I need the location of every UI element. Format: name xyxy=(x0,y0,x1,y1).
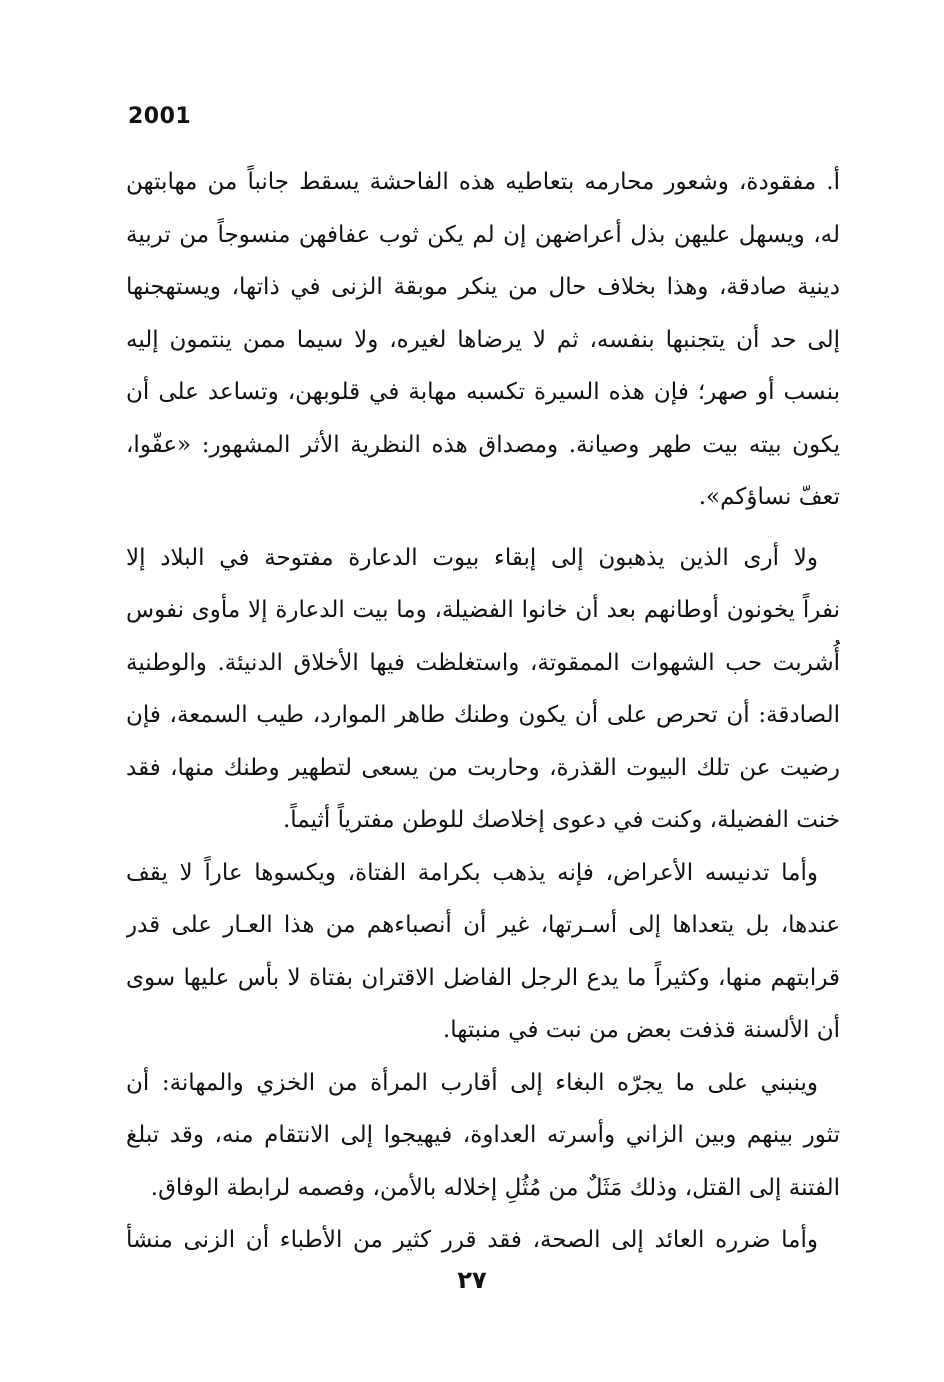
text-line: نفراً يخونون أوطانهم بعد أن خانوا الفضيلة، وما بيت الدعارة إلا مأوى نفوس xyxy=(126,597,840,623)
footer-page-number: ٢٧ xyxy=(457,1266,487,1294)
header-page-number: 2001 xyxy=(128,104,192,129)
text-line: له، ويسهل عليهن بذل أعراضهن إن لم يكن ثوب عفافهن منسوجاً من تربية xyxy=(126,221,840,248)
paragraph xyxy=(126,1057,840,1215)
text-line: وأما ضرره العائد إلى الصحة، فقد قرر كثير من الأطباء أن الزنى منشأ xyxy=(126,1227,818,1253)
text-line: أن الألسنة قذفت بعض من نبت في منبتها. xyxy=(442,1017,840,1043)
text-line: وأما تدنيسه الأعراض، فإنه يذهب بكرامة الفتاة، ويكسوها عاراً لا يقف xyxy=(126,859,818,886)
text-line: رضيت عن تلك البيوت القذرة، وحاربت من يسعى لتطهير وطنك منها، فقد xyxy=(126,754,840,781)
paragraph xyxy=(126,156,840,524)
text-line: وينبني على ما يجرّه البغاء إلى أقارب المرأة من الخزي والمهانة: أن xyxy=(126,1069,818,1096)
text-line: تثور بينهم وبين الزاني وأسرته العداوة، فيهيجوا إلى الانتقام منه، وقد تبلغ xyxy=(126,1122,840,1148)
text-line: بنسب أو صهر؛ فإن هذه السيرة تكسبه مهابة في قلوبهن، وتساعد على أن xyxy=(126,379,840,405)
text-line: ولا أرى الذين يذهبون إلى إبقاء بيوت الدعارة مفتوحة في البلاد إلا xyxy=(126,544,818,571)
text-line: أُشربت حب الشهوات الممقوتة، واستغلظت فيها الأخلاق الدنيئة. والوطنية xyxy=(126,649,840,676)
paragraph xyxy=(126,532,840,847)
text-line: الصادقة: أن تحرص على أن يكون وطنك طاهر الموارد، طيب السمعة، فإن xyxy=(126,702,840,728)
body-text xyxy=(126,156,840,1267)
text-line: الفتنة إلى القتل، وذلك مَثَلٌ من مُثُلِ إخلاله بالأمن، وفصمه لرابطة الوفاق. xyxy=(150,1174,840,1201)
paragraph xyxy=(126,1214,840,1267)
text-line: تعفّ نساؤكم». xyxy=(698,484,840,510)
text-line: خنت الفضيلة، وكنت في دعوى إخلاصك للوطن مفترياً أثيماً. xyxy=(282,807,840,833)
text-line: عندها، بل يتعداها إلى أسـرتها، غير أن أنصباءهم من هذا العـار على قدر xyxy=(126,912,840,938)
text-line: قرابتهم منها، وكثيراً ما يدع الرجل الفاضل الاقتران بفتاة لا بأس عليها سوى xyxy=(126,964,840,991)
text-line: أ. مفقودة، وشعور محارمه بتعاطيه هذه الفاحشة يسقط جانباً من مهابتهن xyxy=(126,169,840,195)
paragraph xyxy=(126,847,840,1057)
text-line: إلى حد أن يتجنبها بنفسه، ثم لا يرضاها لغيره، ولا سيما ممن ينتمون إليه xyxy=(126,326,840,353)
text-line: دينية صادقة، وهذا بخلاف حال من ينكر موبقة الزنى في ذاتها، ويستهجنها xyxy=(126,274,840,300)
text-line: يكون بيته بيت طهر وصيانة. ومصداق هذه النظرية الأثر المشهور: «عفّوا، xyxy=(126,431,840,458)
